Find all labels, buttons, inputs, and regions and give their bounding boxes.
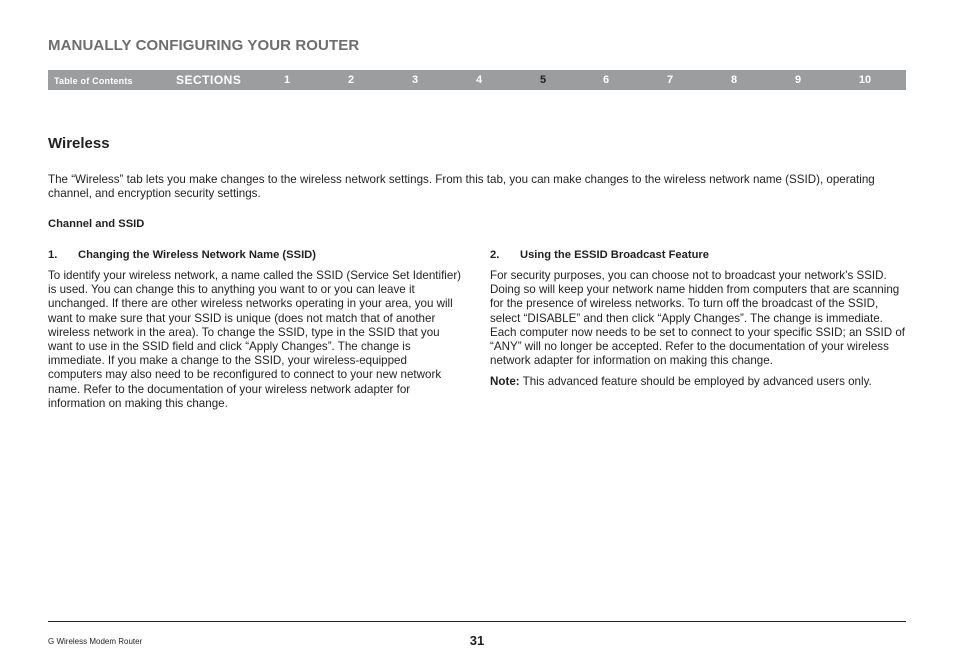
nav-section-2[interactable]: 2 bbox=[347, 74, 355, 86]
sections-label: SECTIONS bbox=[176, 73, 242, 87]
nav-section-3[interactable]: 3 bbox=[411, 74, 419, 86]
right-heading bbox=[490, 249, 908, 261]
left-column bbox=[48, 249, 464, 418]
footer-rule bbox=[48, 621, 906, 622]
left-body: To identify your wireless network, a name called the SSID (Service Set Identifier) is used. You can change this to anything you want to or you can leave it unchanged. If there are other wireless networks operating in your area, you will want to make sure that your SSID is unique (does not match that of another wireless network in the area). To change the SSID, type in the SSID that you want to use in the SSID field and click “Apply Changes”. The change is immediate. If you make a change to the SSID, your wireless-equipped computers may also need to be reconfigured to connect to your new network name. Refer to the documentation of your wireless network adapter for information on making this change. bbox=[48, 269, 462, 410]
footer-product-name: G Wireless Modem Router bbox=[48, 637, 143, 646]
page-number: 31 bbox=[469, 633, 485, 648]
left-heading-number: 1. bbox=[48, 249, 58, 261]
right-body: For security purposes, you can choose not to broadcast your network’s SSID. Doing so will keep your network name hidden from computers that are scanning for the presence of wireless networks. To turn off the broadcast of the SSID, select “DISABLE” and then click “Apply Changes”. The change is immediate. Each computer now needs to be set to connect to your specific SSID; an SSID of “ANY” will no longer be accepted. Refer to the documentation of your wireless network adapter for information on making this change. bbox=[490, 269, 906, 368]
right-column bbox=[490, 249, 908, 397]
table-of-contents-link[interactable]: Table of Contents bbox=[54, 76, 133, 86]
right-heading-number: 2. bbox=[490, 249, 500, 261]
nav-section-8[interactable]: 8 bbox=[730, 74, 738, 86]
note-paragraph bbox=[490, 375, 908, 389]
left-heading bbox=[48, 249, 464, 261]
right-heading-text: Using the ESSID Broadcast Feature bbox=[520, 249, 709, 261]
nav-section-7[interactable]: 7 bbox=[666, 74, 674, 86]
subhead-channel-ssid: Channel and SSID bbox=[48, 218, 145, 230]
chapter-title: MANUALLY CONFIGURING YOUR ROUTER bbox=[48, 37, 360, 54]
note-label: Note: bbox=[490, 375, 520, 389]
nav-section-1[interactable]: 1 bbox=[283, 74, 291, 86]
nav-section-5[interactable]: 5 bbox=[539, 74, 547, 86]
section-nav-bar bbox=[48, 70, 906, 90]
intro-paragraph: The “Wireless” tab lets you make changes to the wireless network settings. From this tab, you can make changes to the wireless network name (SSID), operating channel, and encryption security settings. bbox=[48, 173, 875, 201]
left-heading-text: Changing the Wireless Network Name (SSID) bbox=[78, 249, 316, 261]
nav-section-10[interactable]: 10 bbox=[858, 74, 872, 86]
nav-section-9[interactable]: 9 bbox=[794, 74, 802, 86]
note-text: This advanced feature should be employed by advanced users only. bbox=[519, 375, 872, 389]
nav-section-6[interactable]: 6 bbox=[602, 74, 610, 86]
nav-section-4[interactable]: 4 bbox=[475, 74, 483, 86]
section-title: Wireless bbox=[48, 135, 110, 152]
